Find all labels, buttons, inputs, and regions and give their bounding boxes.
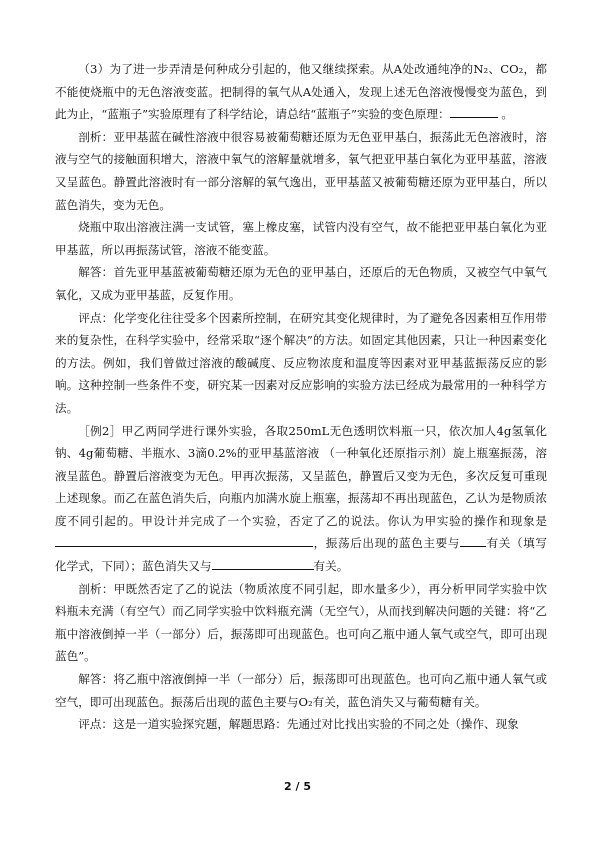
paragraph-example-2: ［例2］甲乙两同学进行课外实验，各取250mL无色透明饮料瓶一只，依次加人4g氢氧化钠、4g葡萄糖、半瓶水、3滴0.2%的亚甲基蓝溶液 （一种氧化还原指示剂）旋上瓶塞振荡，溶液呈蓝色。静置后溶液变为无色。甲再次振荡，又呈蓝色，静置后又变为无色，多次反复可重现上述现象。而乙在蓝色消失后，向瓶内加满水旋上瓶塞，振荡却不再出现蓝色，乙认为是物质浓度不同引起的。甲设计并完成了一个实验，否定了乙的说法。你认为甲实验的操作和现象是，振荡后出现的蓝色主要与 有关（填写化学式，下同）；蓝色消失又与 有关。 — [55, 423, 547, 574]
paragraph-comment-1: 评点：化学变化往往受多个因素所控制，在研究其变化规律时，为了避免各因素相互作用带来的复杂性，在科学实验中，经常采取“逐个解决”的方法。如固定其他因素，只让一种因素变化的方法。例如，我们曾做过溶液的酸碱度、反应物浓度和温度等因素对亚甲基蓝振荡反应的影响。这种控制一些条件不变，研究某一因素对反应影响的实验方法已经成为最常用的一种科学方法。 — [55, 310, 547, 415]
paragraph-analysis-1: 剖析：亚甲基蓝在碱性溶液中很容易被葡萄糖还原为无色亚甲基白，振荡此无色溶液时，溶液与空气的接触面积增大，溶液中氧气的溶解量就增多，氧气把亚甲基白氧化为亚甲基蓝，溶液又呈蓝色。静置此溶液时有一部分溶解的氧气逸出，亚甲基蓝又被葡萄糖还原为亚甲基白，所以蓝色消失，变为无色。 — [55, 129, 547, 212]
paragraph-answer-1: 解答：首先亚甲基蓝被葡萄糖还原为无色的亚甲基白，还原后的无色物质，又被空气中氧气氧化，又成为亚甲基蓝，反复作用。 — [55, 265, 547, 302]
answer-blank — [450, 103, 498, 118]
paragraph-analysis-3: 剖析：甲既然否定了乙的说法（物质浓度不同引起，即水量多少），再分析甲同学实验中饮料瓶未充满（有空气）而乙同学实验中饮料瓶充满（无空气），从而找到解决问题的关键：将“乙瓶中溶液倒掉一半（一部分）后，振荡即可出现蓝色。也可向乙瓶中通人氧气或空气，即可出现蓝色”。 — [55, 581, 547, 664]
paragraph-answer-2: 解答：将乙瓶中溶液倒掉一半（一部分）后，振荡即可出现蓝色。也可向乙瓶中通人氧气或空气，即可出现蓝色。振荡后出现的蓝色主要与O₂有关，蓝色消失又与葡萄糖有关。 — [55, 672, 547, 709]
answer-blank — [212, 555, 314, 570]
paragraph-question-3: （3）为了进一步弄清是何种成分引起的，他又继续探索。从A处改通纯净的N₂、CO₂，都不能使烧瓶中的无色溶液变蓝。把制得的氧气从A处通入，发现上述无色溶液慢慢变为蓝色，到此为止，“蓝瓶子”实验原理有了科学结论，请总结“蓝瓶子”实验的变色原理： 。 — [55, 62, 547, 122]
document-body — [55, 58, 547, 736]
page-number: 2 / 5 — [284, 780, 311, 793]
paragraph-comment-2: 评点：这是一道实验探究题，解题思路：先通过对比找出实验的不同之处（操作、现象 — [78, 717, 519, 732]
answer-blank — [55, 532, 313, 547]
answer-blank — [460, 532, 486, 547]
paragraph-analysis-2: 烧瓶中取出溶液注满一支试管，塞上橡皮塞，试管内没有空气，故不能把亚甲基白氧化为亚甲基蓝，所以再振荡试管，溶液不能变蓝。 — [55, 220, 547, 257]
